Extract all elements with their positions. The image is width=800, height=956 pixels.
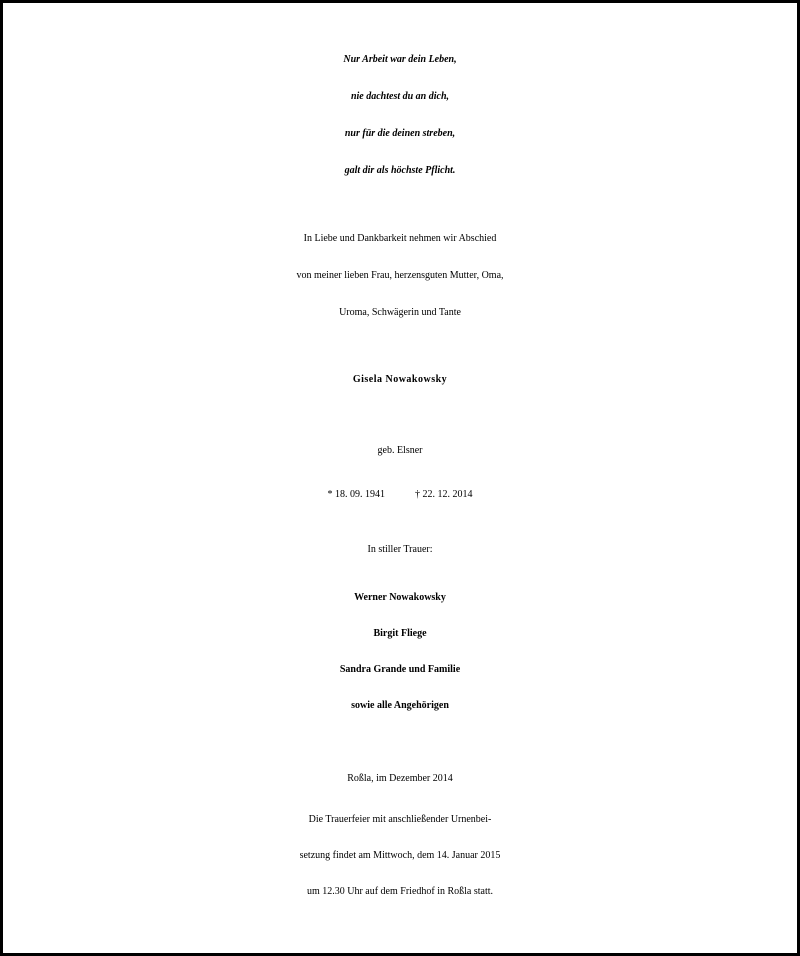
intro-line-1: In Liebe und Dankbarkeit nehmen wir Abschied: [303, 233, 497, 244]
intro-line-2: von meiner lieben Frau, herzensguten Mutter, Oma,: [296, 270, 504, 281]
birth-name: geb. Elsner: [377, 445, 423, 456]
poem-line-1: Nur Arbeit war dein Leben,: [343, 54, 457, 65]
poem-line-3: nur für die deinen streben,: [344, 128, 456, 139]
mourner-4: sowie alle Angehörigen: [351, 700, 449, 711]
poem-line-4: galt dir als höchste Pflicht.: [344, 165, 456, 176]
place-date: Roßla, im Dezember 2014: [347, 773, 453, 784]
mourner-2: Birgit Fliege: [373, 628, 427, 639]
intro-line-3: Uroma, Schwägerin und Tante: [339, 307, 461, 318]
birth-date: * 18. 09. 1941: [327, 489, 385, 500]
poem-line-2: nie dachtest du an dich,: [350, 91, 450, 102]
funeral-info-line-2: setzung findet am Mittwoch, dem 14. Januar 2015: [299, 850, 501, 861]
funeral-info-line-3: um 12.30 Uhr auf dem Friedhof in Roßla statt.: [306, 886, 494, 897]
deceased-name: Gisela Nowakowsky: [352, 374, 448, 385]
mourning-label: In stiller Trauer:: [367, 544, 433, 555]
mourner-1: Werner Nowakowsky: [354, 592, 446, 603]
mourner-3: Sandra Grande und Familie: [339, 664, 461, 675]
life-dates: [3, 490, 797, 500]
death-date: † 22. 12. 2014: [415, 489, 473, 500]
funeral-info-line-1: Die Trauerfeier mit anschließender Urnenbei-: [308, 814, 492, 825]
